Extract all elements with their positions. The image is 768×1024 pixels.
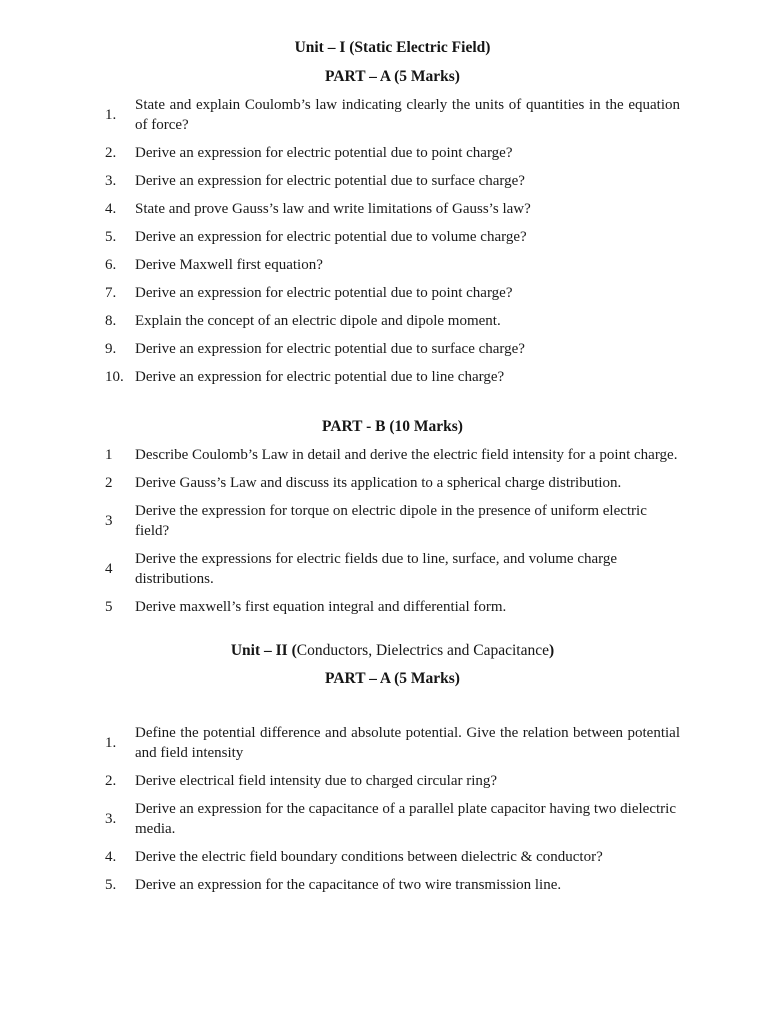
question-text: Derive an expression for electric potential due to point charge?	[135, 285, 513, 301]
unit1-part-b-heading: PART - B (10 Marks)	[322, 418, 463, 435]
question-text: Explain the concept of an electric dipole and dipole moment.	[135, 313, 501, 329]
unit1-part-a-heading: PART – A (5 Marks)	[325, 68, 460, 85]
question-number: 1.	[105, 735, 117, 751]
question-text: Derive electrical field intensity due to charged circular ring?	[135, 773, 498, 789]
question-row	[105, 143, 680, 163]
question-number: 3.	[105, 811, 117, 827]
question-number: 10.	[105, 369, 124, 385]
question-row	[105, 501, 680, 541]
question-row	[105, 367, 680, 387]
question-text: Derive maxwell’s first equation integral and differential form.	[135, 599, 507, 615]
question-number: 7.	[105, 285, 117, 301]
question-row	[105, 255, 680, 275]
question-row	[105, 227, 680, 247]
question-number: 4.	[105, 201, 117, 217]
question-row	[105, 311, 680, 331]
question-number: 9.	[105, 341, 117, 357]
question-row	[105, 771, 680, 791]
question-text: Derive an expression for electric potential due to surface charge?	[135, 173, 525, 189]
question-number: 5.	[105, 877, 117, 893]
question-number: 3	[105, 513, 113, 529]
question-row	[105, 597, 680, 617]
question-number: 3.	[105, 173, 117, 189]
question-row	[105, 549, 680, 589]
question-row	[105, 283, 680, 303]
question-number: 2.	[105, 145, 117, 161]
question-number: 6.	[105, 257, 117, 273]
question-text: Derive an expression for electric potential due to volume charge?	[135, 229, 527, 245]
question-row	[105, 95, 680, 135]
unit2-part-a-heading: PART – A (5 Marks)	[325, 670, 460, 687]
question-text: Derive the expressions for electric fields due to line, surface, and volume charge distributions.	[135, 551, 618, 587]
question-text: Derive an expression for electric potential due to surface charge?	[135, 341, 525, 357]
question-row	[105, 799, 680, 839]
question-number: 8.	[105, 313, 117, 329]
question-number: 5	[105, 599, 113, 615]
unit2-title-suffix: )	[548, 642, 555, 659]
question-text: State and explain Coulomb’s law indicating clearly the units of quantities in the equation of force?	[135, 97, 680, 133]
question-text: Derive an expression for the capacitance of a parallel plate capacitor having two dielectric media.	[135, 801, 676, 837]
unit2-title	[105, 641, 680, 661]
question-text: Define the potential difference and absolute potential. Give the relation between potential and field intensity	[135, 725, 680, 761]
question-row	[105, 445, 680, 465]
question-text: Derive an expression for the capacitance of two wire transmission line.	[135, 877, 562, 893]
question-text: Derive Maxwell first equation?	[135, 257, 323, 273]
question-row	[105, 875, 680, 895]
question-text: Derive an expression for electric potential due to point charge?	[135, 145, 513, 161]
unit1-title: Unit – I (Static Electric Field)	[294, 39, 491, 56]
question-row	[105, 199, 680, 219]
question-row	[105, 171, 680, 191]
unit2-title-prefix: Unit – II (	[230, 642, 297, 659]
question-text: Derive an expression for electric potential due to line charge?	[135, 369, 505, 385]
unit2-title-subject: Conductors, Dielectrics and Capacitance	[296, 642, 549, 659]
question-text: Derive the electric field boundary conditions between dielectric & conductor?	[135, 849, 603, 865]
question-number: 5.	[105, 229, 117, 245]
question-text: State and prove Gauss’s law and write limitations of Gauss’s law?	[135, 201, 531, 217]
question-number: 1.	[105, 107, 117, 123]
question-row	[105, 473, 680, 493]
question-number: 1	[105, 447, 113, 463]
question-number: 4.	[105, 849, 117, 865]
question-text: Derive the expression for torque on electric dipole in the presence of uniform electric field?	[135, 503, 647, 539]
question-row	[105, 339, 680, 359]
question-text: Derive Gauss’s Law and discuss its application to a spherical charge distribution.	[135, 475, 622, 491]
question-number: 2.	[105, 773, 117, 789]
question-text: Describe Coulomb’s Law in detail and derive the electric field intensity for a point charge.	[135, 447, 678, 463]
question-number: 4	[105, 561, 113, 577]
question-row	[105, 847, 680, 867]
question-number: 2	[105, 475, 113, 491]
question-row	[105, 723, 680, 763]
